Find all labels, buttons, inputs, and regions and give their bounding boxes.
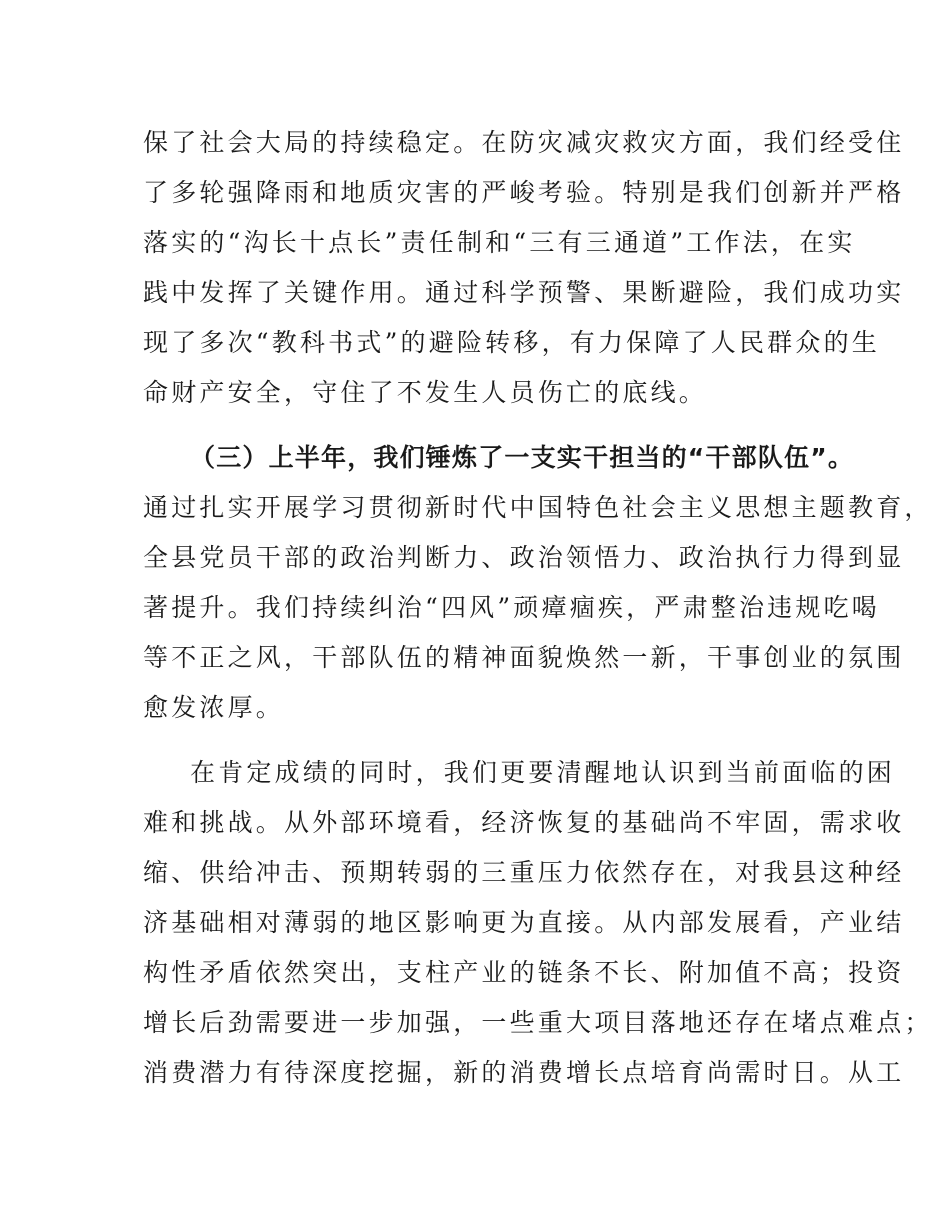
body-text-line: 消费潜力有待深度挖掘，新的消费增长点培育尚需时日。从工 bbox=[143, 1058, 905, 1087]
body-text-line: 在肯定成绩的同时，我们更要清醒地认识到当前面临的困 bbox=[190, 758, 896, 787]
body-text-line: 了多轮强降雨和地质灾害的严峻考验。特别是我们创新并严格 bbox=[143, 178, 905, 207]
body-text-line: 缩、供给冲击、预期转弱的三重压力依然存在，对我县这种经 bbox=[143, 858, 905, 887]
body-text-line: 难和挑战。从外部环境看，经济恢复的基础尚不牢固，需求收 bbox=[143, 808, 905, 837]
body-text-line: 愈发浓厚。 bbox=[143, 693, 285, 722]
body-text-line: 著提升。我们持续纠治“四风”顽瘴痼疾，严肃整治违规吃喝 bbox=[143, 593, 880, 622]
section-heading: （三）上半年，我们锤炼了一支实干担当的“干部队伍”。 bbox=[190, 443, 855, 472]
body-text-line: 全县党员干部的政治判断力、政治领悟力、政治执行力得到显 bbox=[143, 543, 905, 572]
body-text-line: 通过扎实开展学习贯彻新时代中国特色社会主义思想主题教育， bbox=[143, 493, 933, 522]
body-text-line: 济基础相对薄弱的地区影响更为直接。从内部发展看，产业结 bbox=[143, 908, 905, 937]
body-text-line: 命财产安全，守住了不发生人员伤亡的底线。 bbox=[143, 378, 708, 407]
body-text-line: 等不正之风，干部队伍的精神面貌焕然一新，干事创业的氛围 bbox=[143, 643, 905, 672]
body-text-line: 增长后劲需要进一步加强，一些重大项目落地还存在堵点难点； bbox=[143, 1008, 933, 1037]
body-text-line: 落实的“沟长十点长”责任制和“三有三通道”工作法，在实 bbox=[143, 228, 856, 257]
body-text-line: 践中发挥了关键作用。通过科学预警、果断避险，我们成功实 bbox=[143, 278, 905, 307]
body-text-line: 保了社会大局的持续稳定。在防灾减灾救灾方面，我们经受住 bbox=[143, 128, 905, 157]
body-text-line: 构性矛盾依然突出，支柱产业的链条不长、附加值不高；投资 bbox=[143, 958, 905, 987]
body-text-line: 现了多次“教科书式”的避险转移，有力保障了人民群众的生 bbox=[143, 328, 880, 357]
